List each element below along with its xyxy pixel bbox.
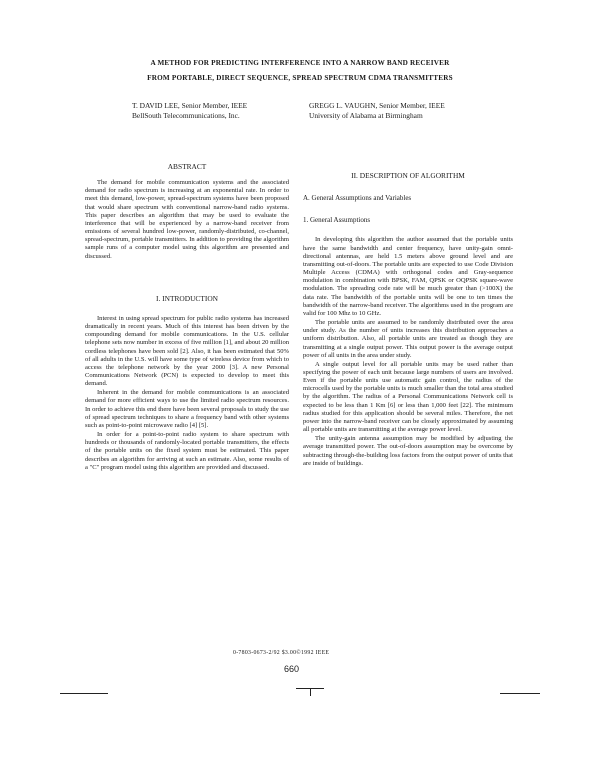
author-affiliation: BellSouth Telecommunications, Inc. (132, 110, 240, 120)
intro-paragraph-2: Inherent in the demand for mobile communications is an associated demand for more efficient ways to use the limited radio spectrum resources. In order to achieve this end there have been several proposals to study the use of spread spectrum techniques to share a frequency band with other systems such as point-to-point microwave radio [4] [5]. (85, 389, 289, 429)
left-column (85, 163, 289, 473)
paper-title-line-2: FROM PORTABLE, DIRECT SEQUENCE, SPREAD SPECTRUM CDMA TRANSMITTERS (147, 74, 453, 82)
intro-paragraph-1: Interest in using spread spectrum for public radio systems has increased dramatically in recent years. Much of this interest has been driven by the compounding demand for mobile communications. In the U.S. cellular telephone sets now number in excess of five million [1], and about 20 million cordless telephones have been sold [2]. Also, it has been estimated that 50% of all adults in the U.S. will have some type of wireless device from which to access the telephone network by the year 2000 [3]. A new Personal Communications Network (PCN) is expected to develop to meet this demand. (85, 314, 289, 388)
crop-mark (60, 693, 108, 694)
abstract-text: The demand for mobile communication systems and the associated demand for radio spectrum is increasing at an exponential rate. In order to meet this demand, low-power, spread-spectrum systems have been proposed that would share spectrum with conventional narrow-band radio systems. This paper describes an algorithm that may be used to evaluate the interference that will be experienced by a narrow-band receiver from emissions of several hundred low-power, randomly-distributed, co-channel, spread-spectrum, portable transmitters. In addition to providing the algorithm sample runs of a computer model using this algorithm are presented and discussed. (85, 179, 289, 260)
author-block-1 (132, 101, 247, 120)
introduction-heading: I. INTRODUCTION (156, 293, 218, 303)
section-paragraph-4: The unity-gain antenna assumption may be modified by adjusting the average transmitted power. The out-of-doors assumption may be overcome by subtracting through-the-building loss factors from the output power of units that are inside of buildings. (303, 435, 513, 467)
right-column (303, 172, 513, 469)
author-affiliation: University of Alabama at Birmingham (309, 110, 423, 120)
subsection-heading: A. General Assumptions and Variables (303, 194, 412, 203)
section-paragraph-1: In developing this algorithm the author assumed that the portable units have the same bandwidth and center frequency, have unity-gain omni-directional antennas, are held 1.5 meters above ground level and are transmitting out-of-doors. The portable units are expected to use Code Division Multiple Access (CDMA) with orthogonal codes and Gray-sequence modulation in combination with BPSK, FAM, QPSK or OQPSK square-wave modulation. The spreading code rate will be much greater than (>100X) the data rate. The bandwidth of the portable units will be one to ten times the bandwidth of the narrow-band receiver. The algorithms used in the program are valid for 100 Mhz to 10 GHz. (303, 236, 513, 317)
section-heading: II. DESCRIPTION OF ALGORITHM (351, 171, 465, 180)
author-block-2 (309, 101, 445, 120)
section-paragraph-3: A single output level for all portable units may be used rather than specifying the power of each unit because large numbers of users are involved. Even if the portable units use automatic gain control, the radius of the microcells used by the portable units is much smaller than the total area studied by the algorithm. The radius of a Personal Communications Network cell is expected to be less than 1 Km [6] or less than 1,000 feet [22]. The minimum radius studied for this application should be several miles. Therefore, the net power into the narrow-band receiver can be closely approximated by assuming all portable units are transmitting at the average power level. (303, 360, 513, 434)
copyright-code: 0-7803-0673-2/92 $3.00©1992 IEEE (233, 650, 330, 656)
author-name: T. DAVID LEE, Senior Member, IEEE (132, 101, 248, 110)
intro-paragraph-3: In order for a point-to-point radio system to share spectrum with hundreds or thousands of randomly-located portable transmitters, the effects of the portable units on the fixed system must be estimated. This paper describes an algorithm for arriving at such an estimate. Also, some results of a "C" program model using this algorithm are provided and discussed. (85, 431, 289, 471)
crop-mark (500, 693, 540, 694)
abstract-heading: ABSTRACT (167, 162, 207, 171)
paper-title-line-1: A METHOD FOR PREDICTING INTERFERENCE INTO A NARROW BAND RECEIVER (150, 59, 450, 67)
author-name: GREGG L. VAUGHN, Senior Member, IEEE (309, 101, 445, 110)
crop-mark (310, 688, 311, 696)
section-paragraph-2: The portable units are assumed to be randomly distributed over the area under study. As the number of units increases this distribution approaches a uniform distribution. Also, all portable units are treated as though they are transmitting at a single output power. This output power is the average output power of all units in the area under study. (303, 319, 513, 359)
page-number: 660 (284, 664, 300, 674)
subsubsection-heading: 1. General Assumptions (303, 216, 371, 225)
